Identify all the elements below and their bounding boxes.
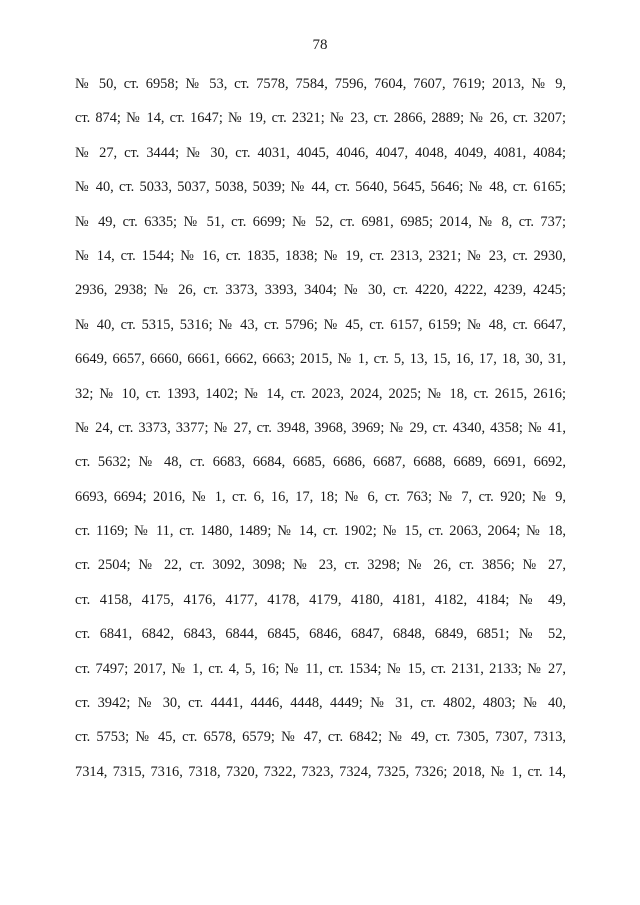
text-line: № 49, ст. 6335; № 51, ст. 6699; № 52, ст. 6981, 6985; 2014, № 8, ст. 737; (75, 213, 566, 230)
text-line: 6649, 6657, 6660, 6661, 6662, 6663; 2015, № 1, ст. 5, 13, 15, 16, 17, 18, 30, 31, (75, 351, 566, 368)
text-line: 6693, 6694; 2016, № 1, ст. 6, 16, 17, 18; № 6, ст. 763; № 7, ст. 920; № 9, (75, 488, 566, 505)
text-line: ст. 6841, 6842, 6843, 6844, 6845, 6846, 6847, 6848, 6849, 6851; № 52, (75, 626, 566, 643)
text-line: ст. 2504; № 22, ст. 3092, 3098; № 23, ст. 3298; № 26, ст. 3856; № 27, (75, 557, 566, 574)
text-line: ст. 874; № 14, ст. 1647; № 19, ст. 2321; № 23, ст. 2866, 2889; № 26, ст. 3207; (75, 110, 566, 127)
text-line: ст. 5632; № 48, ст. 6683, 6684, 6685, 6686, 6687, 6688, 6689, 6691, 6692, (75, 454, 566, 471)
text-line: 7314, 7315, 7316, 7318, 7320, 7322, 7323, 7324, 7325, 7326; 2018, № 1, ст. 14, (75, 763, 566, 780)
text-line: ст. 4158, 4175, 4176, 4177, 4178, 4179, 4180, 4181, 4182, 4184; № 49, (75, 591, 566, 608)
body-text (75, 74, 566, 796)
text-line: № 40, ст. 5315, 5316; № 43, ст. 5796; № 45, ст. 6157, 6159; № 48, ст. 6647, (75, 316, 566, 333)
text-line: ст. 7497; 2017, № 1, ст. 4, 5, 16; № 11, ст. 1534; № 15, ст. 2131, 2133; № 27, (75, 660, 566, 677)
text-line: № 14, ст. 1544; № 16, ст. 1835, 1838; № 19, ст. 2313, 2321; № 23, ст. 2930, (75, 247, 566, 264)
text-line: ст. 1169; № 11, ст. 1480, 1489; № 14, ст. 1902; № 15, ст. 2063, 2064; № 18, (75, 523, 566, 540)
text-line: 32; № 10, ст. 1393, 1402; № 14, ст. 2023, 2024, 2025; № 18, ст. 2615, 2616; (75, 385, 566, 402)
text-line: № 27, ст. 3444; № 30, ст. 4031, 4045, 4046, 4047, 4048, 4049, 4081, 4084; (75, 144, 566, 161)
text-line: № 40, ст. 5033, 5037, 5038, 5039; № 44, ст. 5640, 5645, 5646; № 48, ст. 6165; (75, 179, 566, 196)
text-line: № 50, ст. 6958; № 53, ст. 7578, 7584, 7596, 7604, 7607, 7619; 2013, № 9, (75, 76, 566, 92)
page-number: 78 (312, 37, 328, 53)
text-line: № 24, ст. 3373, 3377; № 27, ст. 3948, 3968, 3969; № 29, ст. 4340, 4358; № 41, (75, 419, 566, 436)
text-line: ст. 3942; № 30, ст. 4441, 4446, 4448, 4449; № 31, ст. 4802, 4803; № 40, (75, 695, 566, 712)
text-line: 2936, 2938; № 26, ст. 3373, 3393, 3404; № 30, ст. 4220, 4222, 4239, 4245; (75, 282, 566, 299)
text-line: ст. 5753; № 45, ст. 6578, 6579; № 47, ст. 6842; № 49, ст. 7305, 7307, 7313, (75, 729, 566, 746)
